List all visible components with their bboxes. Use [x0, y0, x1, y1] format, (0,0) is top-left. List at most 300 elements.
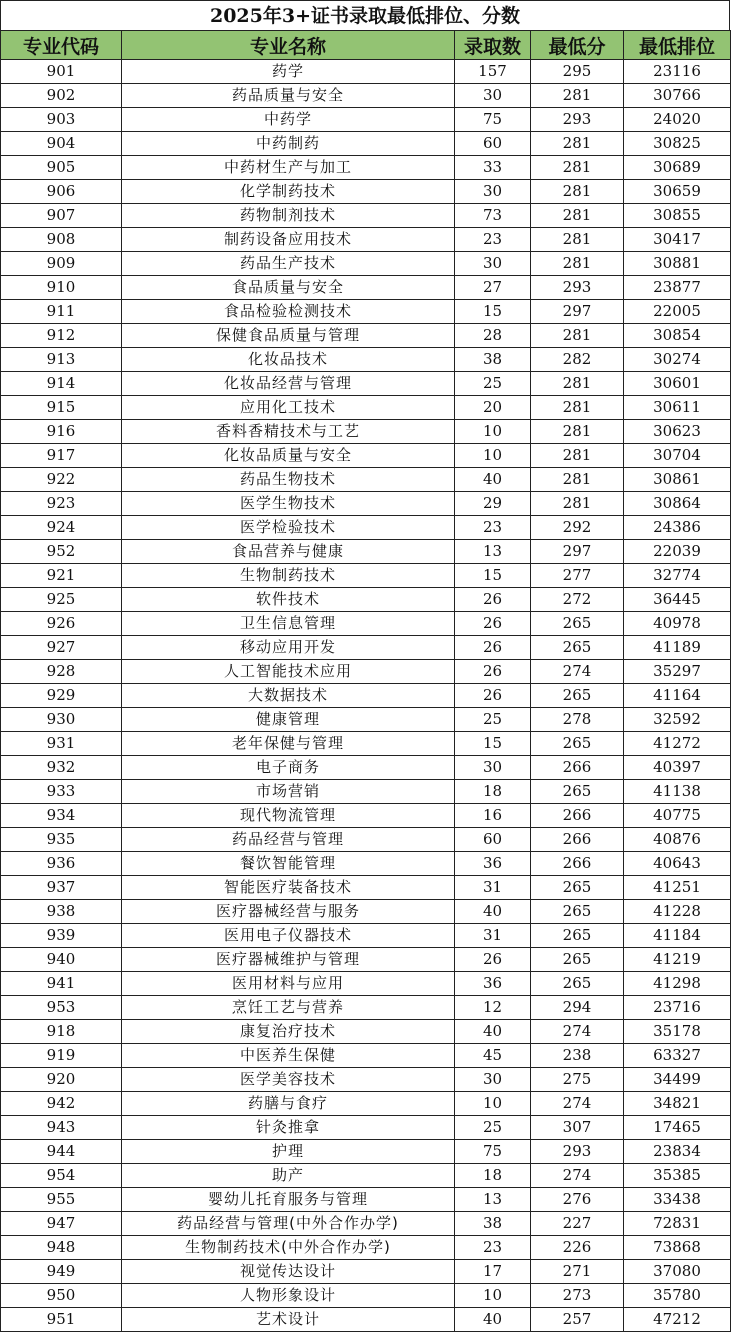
- cell-min-rank: 41228: [624, 900, 731, 924]
- cell-major-code: 911: [1, 300, 122, 324]
- cell-major-name: 药品经营与管理(中外合作办学): [122, 1212, 455, 1236]
- cell-major-name: 烹饪工艺与营养: [122, 996, 455, 1020]
- cell-min-score: 307: [531, 1116, 624, 1140]
- cell-major-name: 药品质量与安全: [122, 84, 455, 108]
- cell-min-rank: 32592: [624, 708, 731, 732]
- cell-major-name: 生物制药技术: [122, 564, 455, 588]
- cell-min-rank: 40775: [624, 804, 731, 828]
- cell-admitted-count: 15: [455, 564, 531, 588]
- cell-major-code: 926: [1, 612, 122, 636]
- table-row: [1, 252, 731, 276]
- cell-admitted-count: 38: [455, 1212, 531, 1236]
- table-row: [1, 996, 731, 1020]
- cell-major-name: 现代物流管理: [122, 804, 455, 828]
- cell-major-code: 918: [1, 1020, 122, 1044]
- cell-major-name: 应用化工技术: [122, 396, 455, 420]
- cell-min-score: 266: [531, 852, 624, 876]
- cell-min-score: 281: [531, 180, 624, 204]
- table-row: [1, 1164, 731, 1188]
- cell-major-name: 健康管理: [122, 708, 455, 732]
- table-row: [1, 324, 731, 348]
- cell-min-rank: 30825: [624, 132, 731, 156]
- cell-admitted-count: 38: [455, 348, 531, 372]
- table-row: [1, 84, 731, 108]
- cell-admitted-count: 23: [455, 516, 531, 540]
- cell-admitted-count: 17: [455, 1260, 531, 1284]
- cell-min-rank: 41251: [624, 876, 731, 900]
- cell-admitted-count: 157: [455, 60, 531, 84]
- cell-admitted-count: 18: [455, 1164, 531, 1188]
- cell-min-score: 281: [531, 252, 624, 276]
- table-row: [1, 1044, 731, 1068]
- cell-min-score: 271: [531, 1260, 624, 1284]
- table-row: [1, 756, 731, 780]
- cell-min-score: 274: [531, 1164, 624, 1188]
- header-row: [1, 31, 731, 60]
- table-row: [1, 732, 731, 756]
- table-row: [1, 444, 731, 468]
- cell-min-score: 265: [531, 612, 624, 636]
- cell-major-code: 908: [1, 228, 122, 252]
- cell-admitted-count: 30: [455, 1068, 531, 1092]
- table-row: [1, 1020, 731, 1044]
- cell-admitted-count: 75: [455, 108, 531, 132]
- cell-min-score: 265: [531, 924, 624, 948]
- table-row: [1, 636, 731, 660]
- cell-major-name: 助产: [122, 1164, 455, 1188]
- cell-min-score: 281: [531, 156, 624, 180]
- cell-min-rank: 24020: [624, 108, 731, 132]
- cell-min-rank: 37080: [624, 1260, 731, 1284]
- cell-major-name: 医学检验技术: [122, 516, 455, 540]
- cell-major-name: 医用电子仪器技术: [122, 924, 455, 948]
- cell-major-code: 932: [1, 756, 122, 780]
- cell-admitted-count: 29: [455, 492, 531, 516]
- cell-admitted-count: 36: [455, 852, 531, 876]
- cell-min-score: 293: [531, 276, 624, 300]
- cell-min-rank: 30274: [624, 348, 731, 372]
- table-row: [1, 1284, 731, 1308]
- cell-admitted-count: 45: [455, 1044, 531, 1068]
- cell-min-rank: 23116: [624, 60, 731, 84]
- cell-min-rank: 30611: [624, 396, 731, 420]
- cell-admitted-count: 36: [455, 972, 531, 996]
- header-admitted-count: 录取数: [455, 31, 531, 60]
- cell-admitted-count: 60: [455, 828, 531, 852]
- cell-major-name: 药物制剂技术: [122, 204, 455, 228]
- cell-admitted-count: 12: [455, 996, 531, 1020]
- cell-min-rank: 30704: [624, 444, 731, 468]
- cell-admitted-count: 10: [455, 444, 531, 468]
- cell-min-rank: 30881: [624, 252, 731, 276]
- cell-major-name: 中药材生产与加工: [122, 156, 455, 180]
- cell-min-rank: 30864: [624, 492, 731, 516]
- cell-min-rank: 41272: [624, 732, 731, 756]
- table-row: [1, 612, 731, 636]
- cell-admitted-count: 40: [455, 468, 531, 492]
- cell-major-code: 936: [1, 852, 122, 876]
- header-major-name: 专业名称: [122, 31, 455, 60]
- cell-min-score: 265: [531, 684, 624, 708]
- cell-major-code: 951: [1, 1308, 122, 1332]
- cell-major-name: 电子商务: [122, 756, 455, 780]
- admission-table: [0, 30, 731, 1332]
- table-row: [1, 1092, 731, 1116]
- table-row: [1, 924, 731, 948]
- cell-major-code: 919: [1, 1044, 122, 1068]
- cell-min-rank: 73868: [624, 1236, 731, 1260]
- cell-min-rank: 72831: [624, 1212, 731, 1236]
- cell-major-code: 913: [1, 348, 122, 372]
- cell-major-name: 护理: [122, 1140, 455, 1164]
- cell-min-rank: 22005: [624, 300, 731, 324]
- cell-min-score: 293: [531, 108, 624, 132]
- cell-major-code: 907: [1, 204, 122, 228]
- cell-min-rank: 33438: [624, 1188, 731, 1212]
- cell-min-rank: 40643: [624, 852, 731, 876]
- cell-admitted-count: 10: [455, 1284, 531, 1308]
- table-row: [1, 1188, 731, 1212]
- cell-admitted-count: 13: [455, 540, 531, 564]
- table-row: [1, 1308, 731, 1332]
- table-row: [1, 1260, 731, 1284]
- table-row: [1, 204, 731, 228]
- table-row: [1, 516, 731, 540]
- table-row: [1, 708, 731, 732]
- cell-min-score: 295: [531, 60, 624, 84]
- cell-admitted-count: 30: [455, 84, 531, 108]
- cell-admitted-count: 30: [455, 756, 531, 780]
- cell-min-score: 281: [531, 228, 624, 252]
- cell-major-code: 953: [1, 996, 122, 1020]
- cell-min-rank: 30601: [624, 372, 731, 396]
- cell-major-code: 904: [1, 132, 122, 156]
- cell-min-score: 282: [531, 348, 624, 372]
- cell-major-code: 930: [1, 708, 122, 732]
- cell-min-score: 281: [531, 420, 624, 444]
- cell-min-rank: 24386: [624, 516, 731, 540]
- cell-major-name: 化学制药技术: [122, 180, 455, 204]
- cell-major-code: 931: [1, 732, 122, 756]
- cell-min-rank: 41164: [624, 684, 731, 708]
- cell-major-name: 中医养生保健: [122, 1044, 455, 1068]
- cell-major-code: 914: [1, 372, 122, 396]
- cell-admitted-count: 25: [455, 1116, 531, 1140]
- cell-admitted-count: 33: [455, 156, 531, 180]
- cell-major-code: 927: [1, 636, 122, 660]
- cell-min-score: 276: [531, 1188, 624, 1212]
- cell-min-score: 265: [531, 780, 624, 804]
- cell-admitted-count: 26: [455, 612, 531, 636]
- cell-min-score: 266: [531, 828, 624, 852]
- table-row: [1, 60, 731, 84]
- table-body: [1, 60, 731, 1332]
- cell-major-name: 人物形象设计: [122, 1284, 455, 1308]
- table-title: 2025年3+证书录取最低排位、分数: [0, 0, 730, 30]
- cell-major-code: 947: [1, 1212, 122, 1236]
- table-row: [1, 588, 731, 612]
- cell-admitted-count: 18: [455, 780, 531, 804]
- cell-min-score: 227: [531, 1212, 624, 1236]
- header-min-score: 最低分: [531, 31, 624, 60]
- cell-min-rank: 34499: [624, 1068, 731, 1092]
- cell-min-rank: 30623: [624, 420, 731, 444]
- cell-major-name: 餐饮智能管理: [122, 852, 455, 876]
- cell-min-score: 272: [531, 588, 624, 612]
- cell-min-score: 257: [531, 1308, 624, 1332]
- cell-min-rank: 41298: [624, 972, 731, 996]
- cell-min-score: 281: [531, 324, 624, 348]
- cell-min-score: 226: [531, 1236, 624, 1260]
- table-row: [1, 1212, 731, 1236]
- cell-major-name: 药品生物技术: [122, 468, 455, 492]
- cell-admitted-count: 30: [455, 252, 531, 276]
- cell-major-code: 938: [1, 900, 122, 924]
- cell-min-score: 265: [531, 876, 624, 900]
- cell-admitted-count: 25: [455, 372, 531, 396]
- cell-major-name: 智能医疗装备技术: [122, 876, 455, 900]
- cell-admitted-count: 40: [455, 1308, 531, 1332]
- cell-admitted-count: 15: [455, 732, 531, 756]
- cell-admitted-count: 20: [455, 396, 531, 420]
- table-row: [1, 492, 731, 516]
- cell-major-name: 中药学: [122, 108, 455, 132]
- cell-min-score: 274: [531, 1092, 624, 1116]
- cell-admitted-count: 16: [455, 804, 531, 828]
- table-row: [1, 156, 731, 180]
- cell-min-rank: 35780: [624, 1284, 731, 1308]
- cell-admitted-count: 75: [455, 1140, 531, 1164]
- cell-min-score: 281: [531, 132, 624, 156]
- cell-admitted-count: 60: [455, 132, 531, 156]
- cell-major-code: 923: [1, 492, 122, 516]
- cell-major-code: 912: [1, 324, 122, 348]
- table-row: [1, 228, 731, 252]
- cell-admitted-count: 10: [455, 1092, 531, 1116]
- cell-min-rank: 32774: [624, 564, 731, 588]
- cell-min-score: 278: [531, 708, 624, 732]
- header-major-code: 专业代码: [1, 31, 122, 60]
- table-row: [1, 1116, 731, 1140]
- cell-admitted-count: 27: [455, 276, 531, 300]
- cell-major-code: 954: [1, 1164, 122, 1188]
- cell-admitted-count: 28: [455, 324, 531, 348]
- cell-major-code: 950: [1, 1284, 122, 1308]
- cell-min-rank: 36445: [624, 588, 731, 612]
- cell-major-code: 910: [1, 276, 122, 300]
- cell-major-code: 924: [1, 516, 122, 540]
- cell-admitted-count: 26: [455, 948, 531, 972]
- cell-min-rank: 40397: [624, 756, 731, 780]
- cell-min-rank: 35385: [624, 1164, 731, 1188]
- cell-min-rank: 30689: [624, 156, 731, 180]
- table-row: [1, 348, 731, 372]
- cell-min-rank: 17465: [624, 1116, 731, 1140]
- cell-min-score: 281: [531, 84, 624, 108]
- cell-major-code: 955: [1, 1188, 122, 1212]
- table-row: [1, 468, 731, 492]
- table-row: [1, 972, 731, 996]
- cell-min-score: 292: [531, 516, 624, 540]
- cell-min-score: 281: [531, 444, 624, 468]
- cell-major-code: 943: [1, 1116, 122, 1140]
- table-row: [1, 900, 731, 924]
- cell-major-code: 952: [1, 540, 122, 564]
- cell-major-code: 928: [1, 660, 122, 684]
- cell-min-score: 265: [531, 948, 624, 972]
- table-row: [1, 828, 731, 852]
- cell-major-code: 944: [1, 1140, 122, 1164]
- table-row: [1, 684, 731, 708]
- cell-min-rank: 40978: [624, 612, 731, 636]
- cell-min-score: 266: [531, 804, 624, 828]
- cell-major-code: 934: [1, 804, 122, 828]
- cell-major-name: 艺术设计: [122, 1308, 455, 1332]
- cell-major-name: 保健食品质量与管理: [122, 324, 455, 348]
- cell-major-name: 香料香精技术与工艺: [122, 420, 455, 444]
- cell-min-rank: 34821: [624, 1092, 731, 1116]
- table-row: [1, 108, 731, 132]
- cell-major-code: 948: [1, 1236, 122, 1260]
- cell-min-score: 265: [531, 732, 624, 756]
- table-row: [1, 780, 731, 804]
- cell-major-name: 医学生物技术: [122, 492, 455, 516]
- cell-min-rank: 30861: [624, 468, 731, 492]
- cell-major-name: 食品营养与健康: [122, 540, 455, 564]
- cell-min-rank: 23716: [624, 996, 731, 1020]
- cell-min-rank: 35297: [624, 660, 731, 684]
- cell-min-score: 294: [531, 996, 624, 1020]
- cell-major-name: 药学: [122, 60, 455, 84]
- cell-admitted-count: 10: [455, 420, 531, 444]
- cell-admitted-count: 25: [455, 708, 531, 732]
- table-row: [1, 420, 731, 444]
- cell-min-rank: 30659: [624, 180, 731, 204]
- table-row: [1, 396, 731, 420]
- cell-min-score: 281: [531, 468, 624, 492]
- cell-min-rank: 30855: [624, 204, 731, 228]
- cell-min-rank: 41189: [624, 636, 731, 660]
- table-row: [1, 804, 731, 828]
- table-row: [1, 852, 731, 876]
- cell-min-rank: 63327: [624, 1044, 731, 1068]
- cell-major-code: 917: [1, 444, 122, 468]
- cell-min-rank: 30417: [624, 228, 731, 252]
- cell-min-score: 277: [531, 564, 624, 588]
- cell-min-rank: 47212: [624, 1308, 731, 1332]
- cell-major-code: 920: [1, 1068, 122, 1092]
- cell-major-code: 916: [1, 420, 122, 444]
- cell-major-name: 针灸推拿: [122, 1116, 455, 1140]
- cell-major-code: 922: [1, 468, 122, 492]
- cell-admitted-count: 31: [455, 876, 531, 900]
- cell-major-name: 食品质量与安全: [122, 276, 455, 300]
- cell-min-score: 274: [531, 1020, 624, 1044]
- cell-admitted-count: 40: [455, 1020, 531, 1044]
- cell-min-score: 274: [531, 660, 624, 684]
- cell-major-code: 921: [1, 564, 122, 588]
- cell-min-rank: 35178: [624, 1020, 731, 1044]
- cell-admitted-count: 26: [455, 588, 531, 612]
- cell-major-code: 939: [1, 924, 122, 948]
- cell-min-rank: 40876: [624, 828, 731, 852]
- cell-min-score: 265: [531, 636, 624, 660]
- cell-admitted-count: 73: [455, 204, 531, 228]
- cell-major-name: 中药制药: [122, 132, 455, 156]
- cell-admitted-count: 31: [455, 924, 531, 948]
- cell-major-name: 医学美容技术: [122, 1068, 455, 1092]
- cell-admitted-count: 40: [455, 900, 531, 924]
- table-row: [1, 276, 731, 300]
- cell-major-name: 大数据技术: [122, 684, 455, 708]
- cell-min-score: 275: [531, 1068, 624, 1092]
- cell-major-name: 视觉传达设计: [122, 1260, 455, 1284]
- cell-major-name: 移动应用开发: [122, 636, 455, 660]
- cell-major-code: 906: [1, 180, 122, 204]
- cell-major-name: 老年保健与管理: [122, 732, 455, 756]
- cell-min-score: 281: [531, 204, 624, 228]
- cell-major-code: 935: [1, 828, 122, 852]
- cell-major-code: 940: [1, 948, 122, 972]
- cell-major-code: 942: [1, 1092, 122, 1116]
- cell-major-name: 药品生产技术: [122, 252, 455, 276]
- cell-min-rank: 30854: [624, 324, 731, 348]
- table-row: [1, 372, 731, 396]
- cell-min-score: 265: [531, 972, 624, 996]
- cell-min-rank: 23877: [624, 276, 731, 300]
- cell-major-name: 化妆品技术: [122, 348, 455, 372]
- table-header: [1, 31, 731, 60]
- header-min-rank: 最低排位: [624, 31, 731, 60]
- cell-major-code: 925: [1, 588, 122, 612]
- table-row: [1, 180, 731, 204]
- cell-min-score: 281: [531, 492, 624, 516]
- cell-min-score: 273: [531, 1284, 624, 1308]
- cell-major-code: 902: [1, 84, 122, 108]
- cell-major-name: 药膳与食疗: [122, 1092, 455, 1116]
- cell-min-rank: 22039: [624, 540, 731, 564]
- cell-admitted-count: 23: [455, 1236, 531, 1260]
- table-row: [1, 876, 731, 900]
- cell-min-score: 265: [531, 900, 624, 924]
- cell-admitted-count: 30: [455, 180, 531, 204]
- cell-major-name: 医用材料与应用: [122, 972, 455, 996]
- cell-min-rank: 23834: [624, 1140, 731, 1164]
- table-row: [1, 300, 731, 324]
- cell-major-code: 929: [1, 684, 122, 708]
- cell-min-score: 281: [531, 396, 624, 420]
- table-row: [1, 660, 731, 684]
- table-row: [1, 564, 731, 588]
- cell-admitted-count: 23: [455, 228, 531, 252]
- cell-min-score: 297: [531, 540, 624, 564]
- cell-major-code: 937: [1, 876, 122, 900]
- cell-major-name: 卫生信息管理: [122, 612, 455, 636]
- cell-major-name: 化妆品经营与管理: [122, 372, 455, 396]
- table-row: [1, 1068, 731, 1092]
- table-row: [1, 540, 731, 564]
- cell-major-code: 901: [1, 60, 122, 84]
- table-row: [1, 948, 731, 972]
- cell-major-name: 康复治疗技术: [122, 1020, 455, 1044]
- cell-major-name: 婴幼儿托育服务与管理: [122, 1188, 455, 1212]
- cell-major-code: 915: [1, 396, 122, 420]
- cell-major-code: 909: [1, 252, 122, 276]
- cell-min-rank: 41138: [624, 780, 731, 804]
- cell-major-code: 941: [1, 972, 122, 996]
- cell-min-rank: 41184: [624, 924, 731, 948]
- cell-major-name: 食品检验检测技术: [122, 300, 455, 324]
